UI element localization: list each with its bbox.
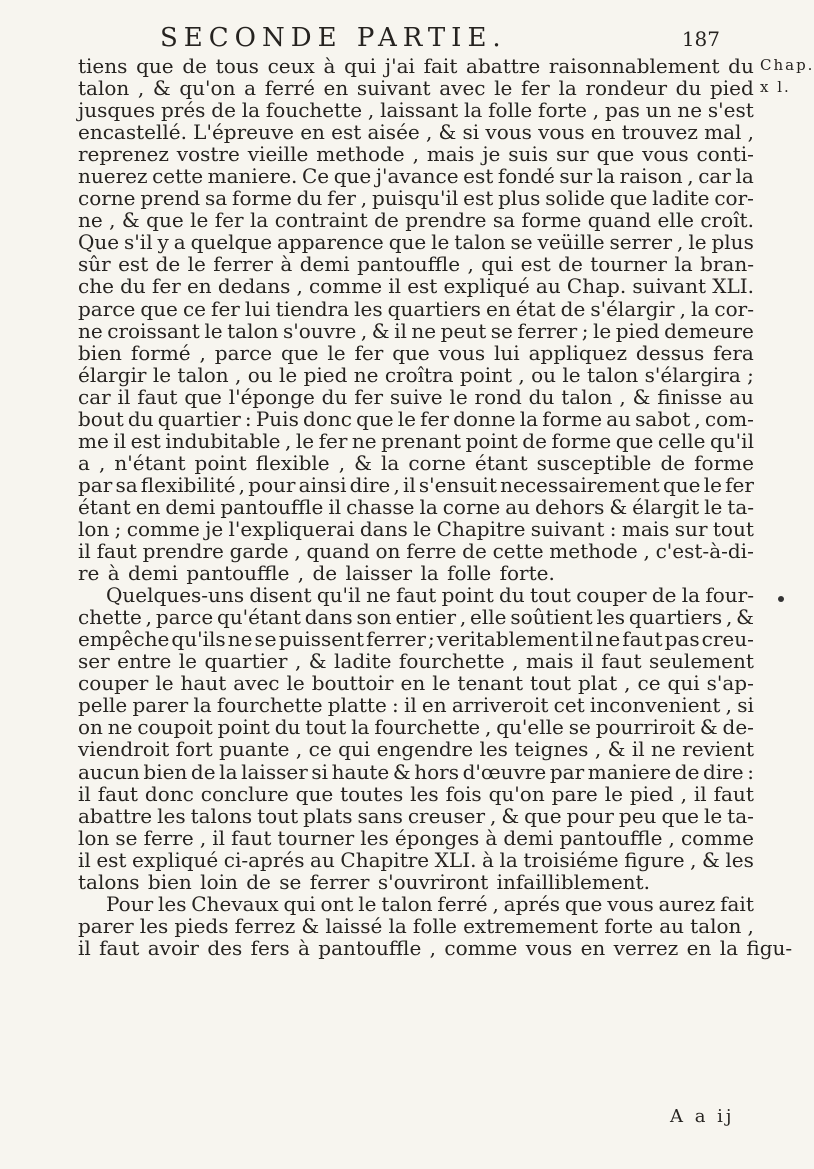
text-line: chette , parce qu'étant dans son entier , elle soûtient les quartiers , &	[78, 605, 754, 630]
running-title: SECONDE PARTIE.	[160, 23, 507, 53]
text-line: étant en demi pantouffle il chasse la corne au dehors & élargit le ta-	[78, 494, 754, 519]
text-line: abattre les talons tout plats sans creuser , & que pour peu que le ta-	[78, 803, 754, 828]
text-line: Pour les Chevaux qui ont le talon ferré , aprés que vous aurez fait	[106, 891, 754, 916]
text-line: il faut prendre garde , quand on ferre de cette methode , c'est-à-di-	[78, 539, 754, 564]
text-line: che du fer en dedans , comme il est expliqué au Chap. suivant XLI.	[78, 274, 754, 299]
text-line: élargir le talon , ou le pied ne croîtra point , ou le talon s'élargira ;	[78, 362, 754, 387]
margin-note-chapter: Chap. x l.	[760, 56, 814, 96]
text-line: ne croissant le talon s'ouvre , & il ne peut se ferrer ; le pied demeure	[78, 318, 754, 343]
text-line: car il faut que l'éponge du fer suive le rond du talon , & finisse au	[78, 384, 754, 409]
text-line: lon ; comme je l'expliquerai dans le Chapitre suivant : mais sur tout	[78, 516, 754, 541]
text-line: jusques prés de la fouchette , laissant la folle forte , pas un ne s'est	[78, 98, 754, 123]
text-line-content: re à demi pantouffle , de laisser la folle forte.	[78, 561, 555, 586]
text-line: Quelques-uns disent qu'il ne faut point du tout couper de la four-	[106, 583, 754, 608]
text-line	[78, 935, 793, 960]
text-line: Que s'il y a quelque apparence que le talon se veüille serrer , le plus	[78, 230, 754, 255]
text-line: couper le haut avec le bouttoir en le tenant tout plat , ce qui s'ap-	[78, 671, 754, 696]
text-line: reprenez vostre vieille methode , mais je suis sur que vous conti-	[78, 142, 754, 167]
text-line: aucun bien de la laisser si haute & hors d'œuvre par maniere de dire :	[78, 759, 754, 784]
text-line: talon , & qu'on a ferré en suivant avec le fer la rondeur du pied	[78, 76, 754, 101]
text-line: nuerez cette maniere. Ce que j'avance est fondé sur la raison , car la	[78, 164, 754, 189]
text-line: empêche qu'ils ne se puissent ferrer ; veritablement il ne faut pas creu-	[78, 627, 754, 652]
text-line: corne prend sa forme du fer , puisqu'il est plus solide que ladite cor-	[78, 186, 754, 211]
text-line: encastellé. L'épreuve en est aisée , & si vous vous en trouvez mal ,	[78, 120, 754, 145]
text-line	[78, 871, 754, 893]
text-line: il est expliqué ci-aprés au Chapitre XLI. à la troisiéme figure , & les	[78, 847, 754, 872]
signature-mark: A a ij	[670, 1106, 735, 1127]
text-line-content: il faut avoir des fers à pantouffle , comme vous en verrez en la figu-	[78, 935, 793, 960]
page-number: 187	[681, 27, 720, 51]
text-line: par sa flexibilité , pour ainsi dire , il s'ensuit necessairement que le fer	[78, 472, 754, 497]
text-line: ne , & que le fer la contraint de prendre sa forme quand elle croît.	[78, 208, 754, 233]
text-line: a , n'étant point flexible , & la corne étant susceptible de forme	[78, 450, 754, 475]
text-line: on ne coupoit point du tout la fourchette , qu'elle se pourriroit & de-	[78, 715, 754, 740]
text-line: ser entre le quartier , & ladite fourchette , mais il faut seulement	[78, 649, 754, 674]
text-line: tiens que de tous ceux à qui j'ai fait abattre raisonnablement du	[78, 54, 754, 78]
text-line-content: talons bien loin de se ferrer s'ouvriront infailliblement.	[78, 869, 650, 894]
text-line: sûr est de le ferrer à demi pantouffle , qui est de tourner la bran-	[78, 252, 754, 277]
text-line: pelle parer la fourchette platte : il en arriveroit cet inconvenient , si	[78, 693, 754, 718]
text-line: parer les pieds ferrez & laissé la folle extremement forte au talon ,	[78, 913, 754, 938]
text-line: il faut donc conclure que toutes les fois qu'on pare le pied , il faut	[78, 781, 754, 806]
text-line: lon se ferre , il faut tourner les éponges à demi pantouffle , comme	[78, 825, 754, 850]
text-line: me il est indubitable , le fer ne prenant point de forme que celle qu'il	[78, 428, 754, 453]
text-line: bout du quartier : Puis donc que le fer donne la forme au sabot , com-	[78, 406, 754, 431]
text-line: parce que ce fer lui tiendra les quartiers en état de s'élargir , la cor-	[78, 296, 754, 321]
margin-dot-mark	[778, 596, 784, 602]
text-line: bien formé , parce que le fer que vous lui appliquez dessus fera	[78, 340, 754, 365]
text-line	[78, 562, 754, 584]
running-head	[160, 20, 720, 56]
text-line: viendroit fort puante , ce qui engendre les teignes , & il ne revient	[78, 737, 754, 762]
